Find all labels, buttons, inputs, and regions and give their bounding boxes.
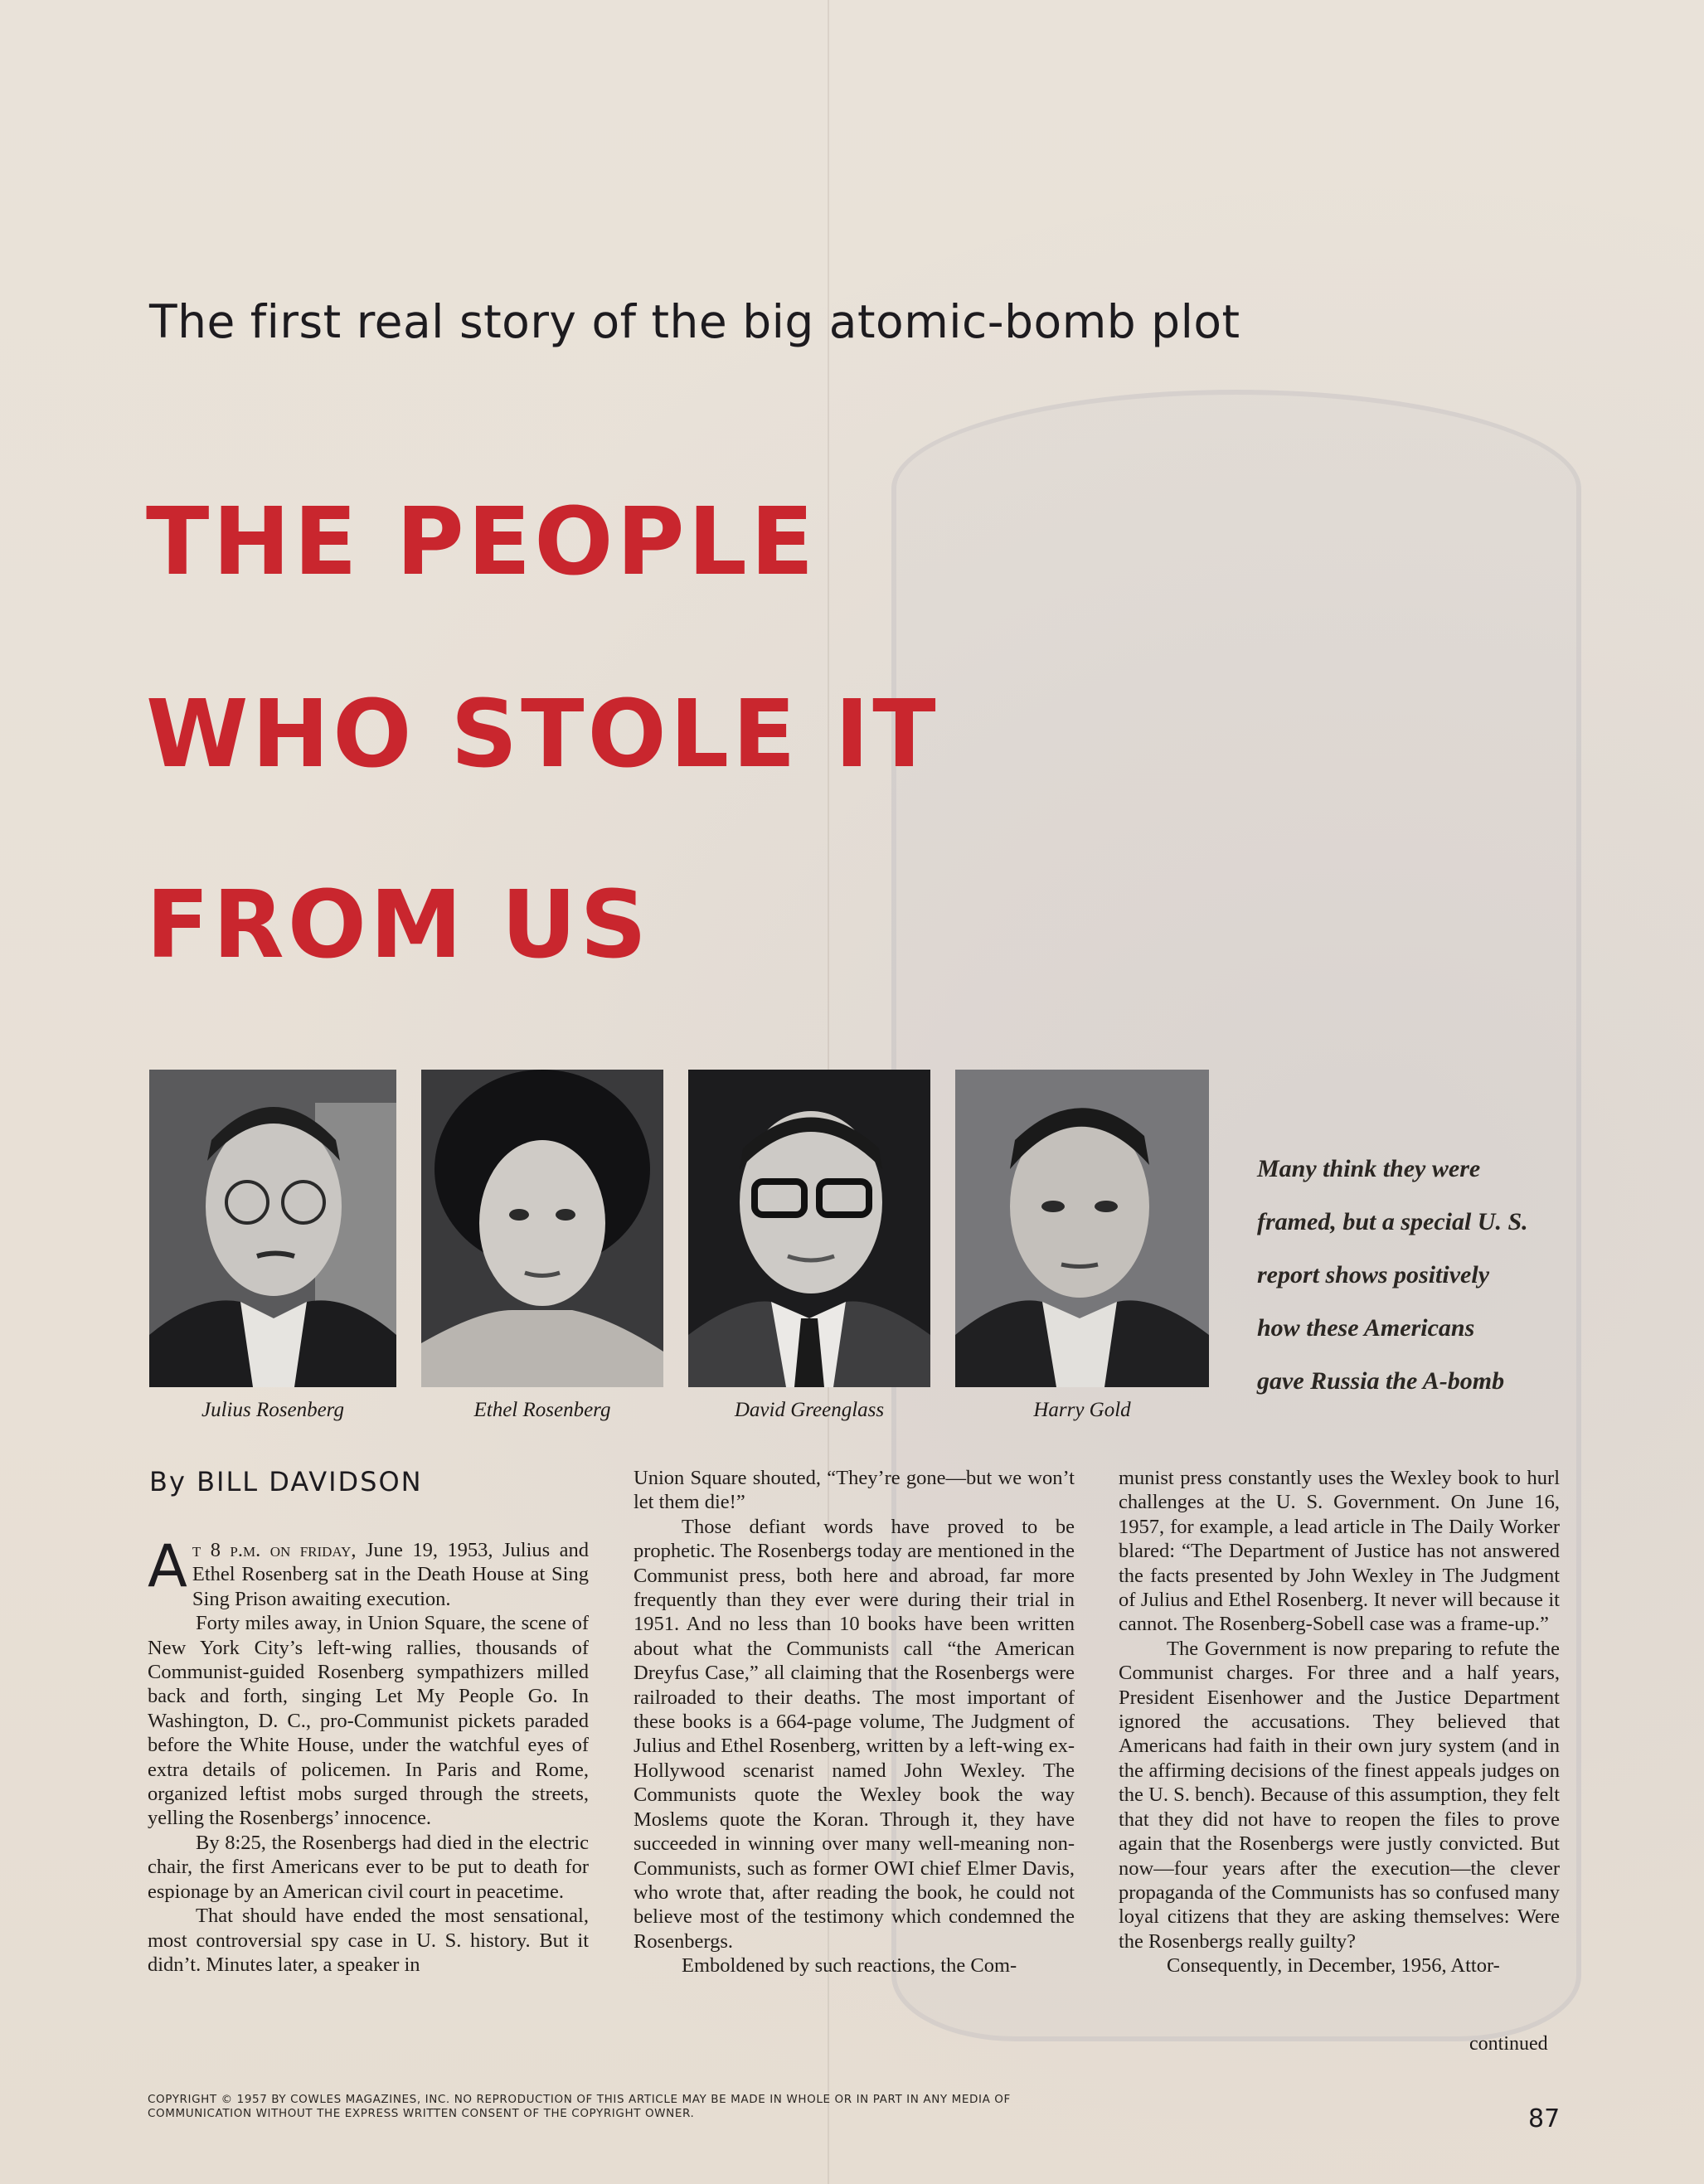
headline-line-3: FROM US (146, 871, 651, 979)
portrait-photo-harry (955, 1070, 1209, 1387)
deck-text (1257, 1143, 1589, 1408)
headline-line-1: THE PEOPLE (146, 488, 818, 596)
photo-caption-david: David Greenglass (734, 1399, 885, 1421)
article-column-3 (1119, 1466, 1560, 1978)
portrait-photo-julius (149, 1070, 396, 1387)
deck-line: framed, but a special U. S. (1257, 1208, 1528, 1235)
portrait-photo-david (688, 1070, 930, 1387)
deck-line: Many think they were (1257, 1155, 1481, 1182)
article-lead-paragraph (148, 1532, 590, 1611)
article-paragraph: Union Square shouted, “They’re gone—but we won’t let them die!” (634, 1467, 1075, 1514)
byline: By BILL DAVIDSON (149, 1466, 423, 1497)
lead-small-caps: t 8 p.m. on friday, (192, 1539, 357, 1561)
article-paragraph: Emboldened by such reactions, the Com- (682, 1954, 1017, 1978)
article-paragraph: That should have ended the most sensational, most controversial spy case in U. S. history. But it didn’t. Minutes later, a speaker in (148, 1905, 589, 1976)
article-paragraph: munist press constantly uses the Wexley book to hurl challenges at the U. S. Government. On June 16, 1957, for example, a lead article in The Daily Worker blared: “The Department of Justice has not answered the facts presented by John Wexley in The Judgment of Julius and Ethel Rosenberg. It never will because it cannot. The Rosenberg-Sobell case was a frame-up.” (1119, 1467, 1560, 1636)
copyright-notice: COPYRIGHT © 1957 BY COWLES MAGAZINES, INC. NO REPRODUCTION OF THIS ARTICLE MAY BE MADE IN WHOLE OR IN PART IN ANY MEDIA OF COMMUNICATION WITHOUT THE EXPRESS WRITTEN CONSENT OF THE COPYRIGHT OWNER. (148, 2093, 1011, 2120)
portrait-photo-ethel (421, 1070, 663, 1387)
article-paragraph: The Government is now preparing to refute the Communist charges. For three and a half years, President Eisenhower and the Justice Department ignored the accusations. They believed that Americans had faith in their own jury system (and in the affirming decisions of the finest appeals judges on the U. S. bench). Because of this assumption, they felt that they did not have to reopen the files to prove again that the Rosenbergs were justly convicted. But now—four years after the execution—the clever propaganda of the Communists has so confused many loyal citizens that they are asking themselves: Were the Rosenbergs really guilty? (1119, 1637, 1560, 1953)
photo-caption-ethel: Ethel Rosenberg (473, 1399, 611, 1421)
headline-line-2: WHO STOLE IT (146, 681, 939, 789)
article-column-2 (634, 1466, 1075, 1978)
deck-line: how these Americans (1257, 1314, 1475, 1342)
drop-cap: A (148, 1532, 187, 1600)
kicker: The first real story of the big atomic-bomb plot (149, 295, 1240, 348)
article-paragraph: Forty miles away, in Union Square, the scene of New York City’s left-wing rallies, thousands of Communist-guided Rosenberg sympathizers milled back and forth, singing Let My People Go. In Washington, D. C., pro-Communist pickets paraded before the White House, under the watchful eyes of extra details of policemen. In Paris and Rome, organized leftist mobs surged through the streets, yelling the Rosenbergs’ innocence. (148, 1612, 589, 1830)
lead-text: June 19, 1953, Julius and Ethel Rosenberg sat in the Death House at Sing Sing Prison awaiting execution. (192, 1539, 590, 1610)
article-paragraph: Consequently, in December, 1956, Attor- (1167, 1954, 1500, 1978)
deck-line: report shows positively (1257, 1261, 1490, 1289)
article-column-1 (148, 1532, 590, 1977)
page-number: 87 (1528, 2104, 1561, 2133)
article-paragraph: Those defiant words have proved to be prophetic. The Rosenbergs today are mentioned in the Communist press, both here and abroad, far more frequently than they ever were during their trial in 1951. And no less than 10 books have been written about what the Communists call “the American Dreyfus Case,” all claiming that the Rosenbergs were railroaded to their deaths. The most important of these books is a 664-page volume, The Judgment of Julius and Ethel Rosenberg, written by a left-wing ex-Hollywood scenarist named John Wexley. The Communists quote the Wexley book the way Moslems quote the Koran. Through it, they have succeeded in winning over many well-meaning non-Communists, such as former OWI chief Elmer Davis, who wrote that, after reading the book, he could not believe most of the testimony which condemned the Rosenbergs. (634, 1515, 1075, 1953)
article-paragraph: By 8:25, the Rosenbergs had died in the electric chair, the first Americans ever to be put to death for espionage by an American civil court in peacetime. (148, 1831, 589, 1903)
deck-line: gave Russia the A-bomb (1257, 1367, 1505, 1395)
photo-caption-julius: Julius Rosenberg (201, 1399, 344, 1421)
continued-label: continued (1469, 2033, 1548, 2055)
photo-caption-harry: Harry Gold (1033, 1399, 1131, 1421)
